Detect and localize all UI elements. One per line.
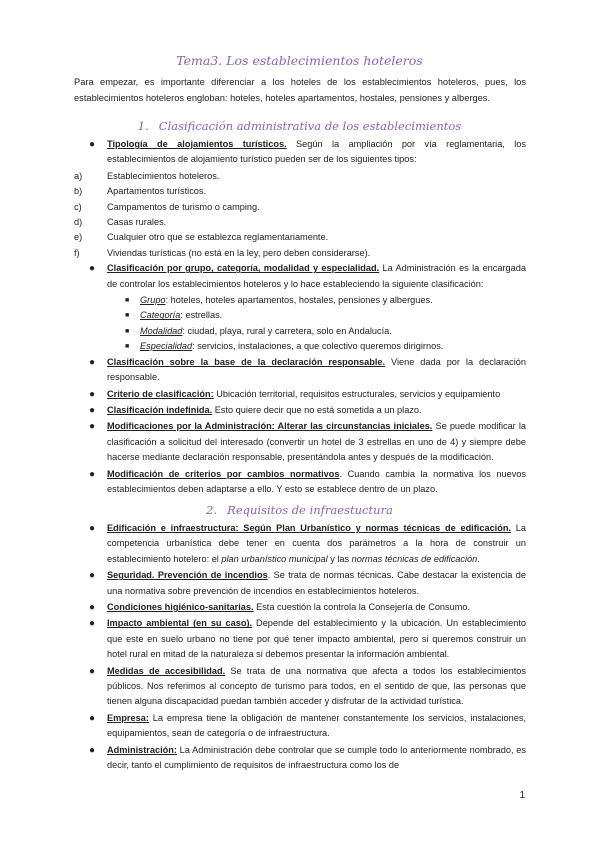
- item-keyword: Clasificación por grupo, categoría, modalidad y especialidad.: [107, 263, 380, 274]
- item-keyword: Clasificación sobre la base de la declaración responsable.: [107, 356, 386, 367]
- item-text: Esto quiere decir que no está sometida a un plazo.: [212, 404, 422, 415]
- item-text: Establecimientos hoteleros.: [107, 170, 220, 181]
- bullet-icon: ●: [89, 523, 96, 534]
- bullet-icon: ●: [89, 744, 96, 756]
- list-item: [74, 200, 526, 215]
- item-keyword: Administración:: [107, 744, 177, 755]
- intro-paragraph: Para empezar, es importante diferenciar a los hoteles de los establecimientos hoteleros, pues, los establecimientos hoteleros engloban: hoteles, hoteles apartamentos, hostales, pensiones y alberges.: [74, 77, 526, 103]
- list-item: [74, 711, 526, 742]
- item-text: La competencia urbanística debe tener en cuenta dos parámetros a la hora de construir un establecimiento hotelero: el: [107, 523, 526, 564]
- list-item: [74, 137, 526, 168]
- item-text: Se puede modificar la clasificación a solicitud del interesado (convertir un hotel de 3 estrellas en uno de 4) y siempre debe hacerse mediante declaración responsable, presentándola antes y después de la modificación.: [107, 421, 527, 463]
- section2-heading: [0, 503, 599, 517]
- item-keyword: Seguridad. Prevención de incendios: [107, 570, 268, 581]
- item-keyword: Impacto ambiental (en su caso).: [107, 618, 253, 629]
- item-text: . Cuando cambia la normativa los nuevos establecimientos deben adaptarse a ello. Y esto se establece dentro de un plazo.: [107, 468, 526, 494]
- bullet-icon: ●: [89, 356, 96, 368]
- bullet-icon: ●: [89, 139, 96, 150]
- item-keyword: Modificaciones por la Administración: Alterar las circunstancias iniciales.: [107, 421, 433, 432]
- sub-item: [74, 339, 526, 354]
- item-keyword: Condiciones higiénico-sanitarias.: [107, 602, 254, 613]
- bullet-icon: ●: [89, 468, 96, 480]
- list-item: [74, 215, 526, 230]
- list-item: [74, 743, 526, 774]
- square-bullet-icon: ■: [125, 327, 130, 335]
- section2-title: Requisitos de infraestuctura: [227, 503, 393, 517]
- item-text: .: [477, 553, 480, 564]
- sub-text: : hoteles, hoteles apartamentos, hostales, pensiones y albergues.: [165, 295, 433, 306]
- list-label: c): [74, 201, 82, 212]
- list-item: [74, 184, 526, 199]
- bullet-icon: ●: [89, 404, 96, 416]
- page-number: 1: [519, 790, 525, 801]
- list-item: [74, 600, 526, 615]
- item-text: Se trata de una normativa que afecta a todos los establecimientos públicos. Nos referimos al concepto de turismo para todos, en el sentido de que, las personas que tienen alguna discapacidad puedan también acceder y disfrutar de la actividad turística.: [107, 665, 526, 707]
- item-keyword: Medidas de accesibilidad.: [107, 665, 226, 676]
- bullet-icon: ●: [89, 421, 96, 433]
- bullet-icon: ●: [89, 263, 96, 275]
- list-item: [74, 355, 526, 386]
- item-keyword: Edificación e infraestructura: Según Plan Urbanístico y normas técnicas de edificación.: [107, 523, 512, 533]
- sub-keyword: Especialidad: [140, 341, 193, 352]
- square-bullet-icon: ■: [125, 343, 130, 351]
- square-bullet-icon: ■: [125, 297, 130, 305]
- list-label: d): [74, 217, 83, 228]
- item-text: y las: [327, 553, 352, 564]
- list-item: [74, 230, 526, 245]
- item-keyword: Tipología de alojamientos turísticos.: [107, 139, 287, 149]
- sub-text: : ciudad, playa, rural y carretera, solo en Andalucía.: [182, 325, 392, 336]
- list-item: [74, 467, 526, 498]
- item-text: Depende del establecimiento y la ubicación. Un establecimiento que este en suelo urbano no tiene por qué tener impacto ambiental, pero si queremos construir un hotel rural en mitad de la naturaleza si debemos presentar la información ambiental.: [107, 618, 526, 660]
- item-text: Viene dada por la declaración responsable.: [107, 356, 527, 383]
- item-text: Apartamentos turísticos.: [107, 186, 207, 197]
- list-label: b): [74, 186, 83, 197]
- sub-item: [74, 324, 526, 339]
- item-text: . Se trata de normas técnicas. Cabe destacar la existencia de una normativa sobre prevención de incendios en establecimientos hoteleros.: [107, 570, 526, 596]
- document-title: Tema3. Los establecimientos hoteleros: [176, 53, 423, 68]
- list-item: [74, 521, 526, 567]
- sub-item: [74, 293, 526, 308]
- bullet-icon: ●: [89, 388, 96, 400]
- bullet-icon: ●: [89, 618, 96, 630]
- item-keyword: Criterio de clasificación:: [107, 388, 214, 399]
- item-text: Viviendas turísticas (no está en la ley, pero deben considerarse).: [107, 247, 371, 258]
- list-item: [74, 261, 526, 292]
- list-label: a): [74, 170, 83, 181]
- sub-text: : servicios, instalaciones, a que colectivo queremos dirigirnos.: [192, 341, 444, 352]
- item-keyword: Clasificación indefinida.: [107, 404, 213, 415]
- sub-keyword: Grupo: [140, 295, 166, 306]
- list-item: [74, 169, 526, 184]
- sub-item: [74, 308, 526, 323]
- bullet-icon: ●: [89, 712, 96, 724]
- bullet-icon: ●: [89, 570, 96, 582]
- section1-heading: [0, 119, 599, 133]
- sub-keyword: Categoría: [140, 310, 181, 321]
- item-text: Según la ampliación por vía reglamentaria, los establecimientos de alojamiento turístico pueden ser de los siguientes tipos:: [107, 139, 526, 165]
- item-text: Campamentos de turismo o camping.: [107, 201, 260, 212]
- item-text: La Administración debe controlar que se cumple todo lo anteriormente nombrado, es decir, tanto el cumplimiento de requisitos de infraestructura como los de: [107, 744, 526, 771]
- item-text: La Administración es la encargada de controlar los establecimientos hoteleros y lo hace estableciendo la siguiente clasificación:: [107, 263, 526, 289]
- list-item: [74, 664, 526, 710]
- section2-number: 2.: [206, 503, 218, 517]
- sub-keyword: Modalidad: [140, 325, 183, 336]
- sub-text: : estrellas.: [180, 310, 223, 321]
- section1-number: 1.: [137, 119, 149, 133]
- section2-body: [74, 521, 526, 775]
- item-text: Esta cuestión la controla la Consejería de Consumo.: [253, 602, 471, 613]
- section1-body: [74, 137, 526, 498]
- item-text: Ubicación territorial, requisitos estructurales, servicios y equipamiento: [213, 388, 501, 399]
- square-bullet-icon: ■: [125, 312, 130, 320]
- list-label: e): [74, 232, 83, 243]
- list-item: [74, 387, 526, 402]
- item-italic-text: plan urbanístico municipal: [221, 553, 328, 564]
- item-text: La empresa tiene la obligación de mantener constantemente los servicios, instalaciones, equipamientos, sean de categoría o de infraestructura.: [107, 712, 526, 739]
- list-item: [74, 616, 526, 662]
- item-keyword: Empresa:: [107, 712, 149, 723]
- item-italic-text: normas técnicas de edificación: [351, 553, 478, 564]
- bullet-icon: ●: [89, 602, 96, 614]
- list-item: [74, 419, 526, 465]
- list-item: [74, 246, 526, 261]
- bullet-icon: ●: [89, 665, 96, 677]
- item-text: Cualquier otro que se establezca reglamentariamente.: [107, 232, 329, 243]
- item-keyword: Modificación de criterios por cambios normativos: [107, 468, 340, 479]
- section1-title: Clasificación administrativa de los establecimientos: [158, 119, 462, 133]
- list-item: [74, 568, 526, 599]
- item-text: Casas rurales.: [107, 217, 167, 228]
- list-item: [74, 403, 526, 418]
- list-label: f): [74, 247, 80, 258]
